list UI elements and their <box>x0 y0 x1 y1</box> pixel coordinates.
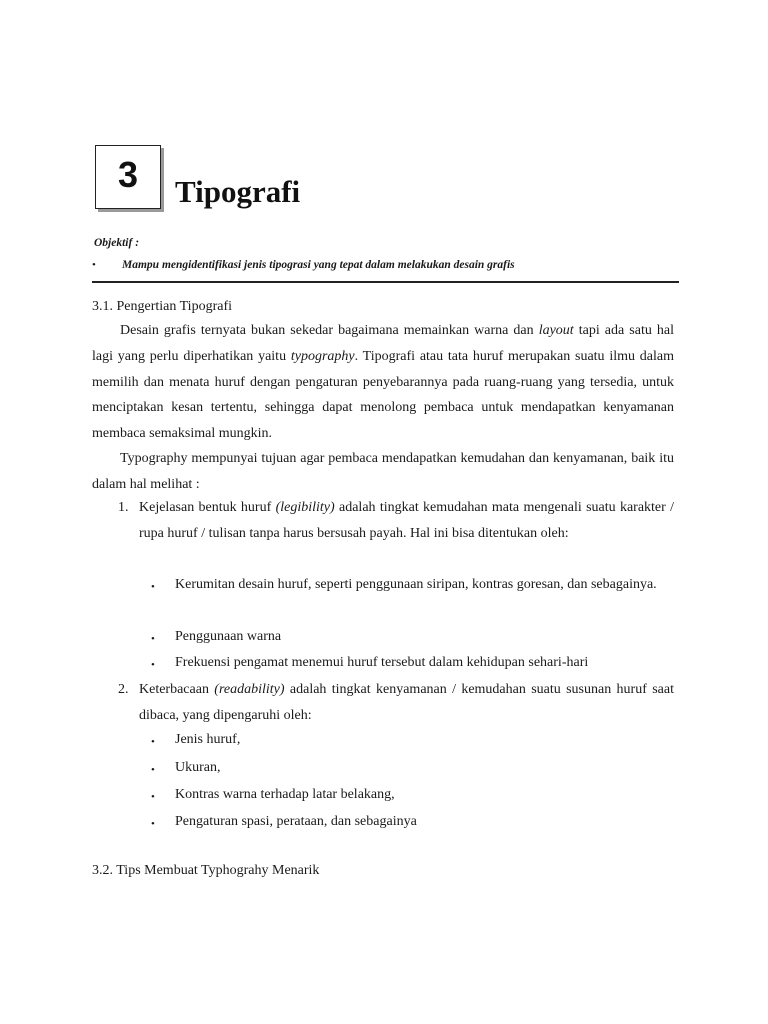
list2-bullet-4: Pengaturan spasi, perataan, dan sebagainya <box>175 814 417 829</box>
bullet-glyph: • <box>151 764 155 776</box>
para1-text-a: Desain grafis ternyata bukan sekedar bagaimana memainkan warna dan <box>120 323 539 338</box>
bullet-glyph: • <box>151 633 155 645</box>
list1-bullet-2: Penggunaan warna <box>175 629 282 644</box>
para1-term-typography: typography <box>290 348 355 364</box>
header-divider <box>92 281 679 283</box>
list2-text-a: Keterbacaan <box>139 682 215 697</box>
bullet-glyph: • <box>151 581 155 593</box>
list1-bullet-3: Frekuensi pengamat menemui huruf tersebut dalam kehidupan sehari-hari <box>175 655 589 670</box>
bullet-glyph: • <box>151 818 155 830</box>
bullet-glyph: • <box>151 791 155 803</box>
chapter-number-box <box>95 145 161 209</box>
section-heading-3-1: 3.1. Pengertian Tipografi <box>92 299 232 314</box>
chapter-number: 3 <box>117 154 139 195</box>
list2-bullet-3: Kontras warna terhadap latar belakang, <box>175 787 395 802</box>
list-item-readability <box>139 677 674 729</box>
paragraph-purpose: Typography mempunyai tujuan agar pembaca mendapatkan kemudahan dan kenyamanan, baik itu dalam hal melihat : <box>92 451 674 492</box>
para1-text-e: . Tipografi atau tata huruf merupakan suatu ilmu dalam memilih dan menata huruf dengan pengaturan penyebarannya pada ruang-ruang yang tersedia, untuk menciptakan kesan tertentu, sehingga dapat menolong pembaca untuk mendapatkan kenyamanan membaca semaksimal mungkin. <box>92 348 674 442</box>
paragraph-definition <box>92 318 674 447</box>
section-heading-3-2: 3.2. Tips Membuat Typhograhy Menarik <box>92 863 320 878</box>
list2-bullet-1: Jenis huruf, <box>175 732 241 747</box>
list-number-1: 1. <box>118 500 129 515</box>
bullet-glyph: • <box>151 659 155 671</box>
list-number-2: 2. <box>118 682 129 697</box>
list-item-legibility <box>139 495 674 547</box>
list1-bullet-1: Kerumitan desain huruf, seperti penggunaan siripan, kontras goresan, dan sebagainya. <box>175 577 657 592</box>
list2-bullet-2: Ukuran, <box>175 760 221 775</box>
list1-text-a: Kejelasan bentuk huruf <box>139 500 276 515</box>
list2-term-readability: (readability) <box>214 682 285 697</box>
chapter-title: Tipografi <box>175 174 301 209</box>
para1-term-layout: layout <box>538 323 574 338</box>
objective-item: Mampu mengidentifikasi jenis tipograsi yang tepat dalam melakukan desain grafis <box>122 259 515 271</box>
list1-term-legibility: (legibility) <box>275 500 335 515</box>
list1-text-c: adalah tingkat kemudahan mata mengenali suatu karakter / rupa huruf / tulisan tanpa harus bersusah payah. Hal ini bisa ditentukan oleh: <box>139 500 675 541</box>
objective-bullet: • <box>92 259 96 271</box>
list2-text-c: adalah tingkat kenyamanan / kemudahan suatu susunan huruf saat dibaca, yang dipengaruhi oleh: <box>139 682 674 723</box>
bullet-glyph: • <box>151 736 155 748</box>
objective-label: Objektif : <box>94 237 140 249</box>
para1-text-c: tapi ada satu hal lagi yang perlu diperhatikan yaitu <box>92 323 674 364</box>
